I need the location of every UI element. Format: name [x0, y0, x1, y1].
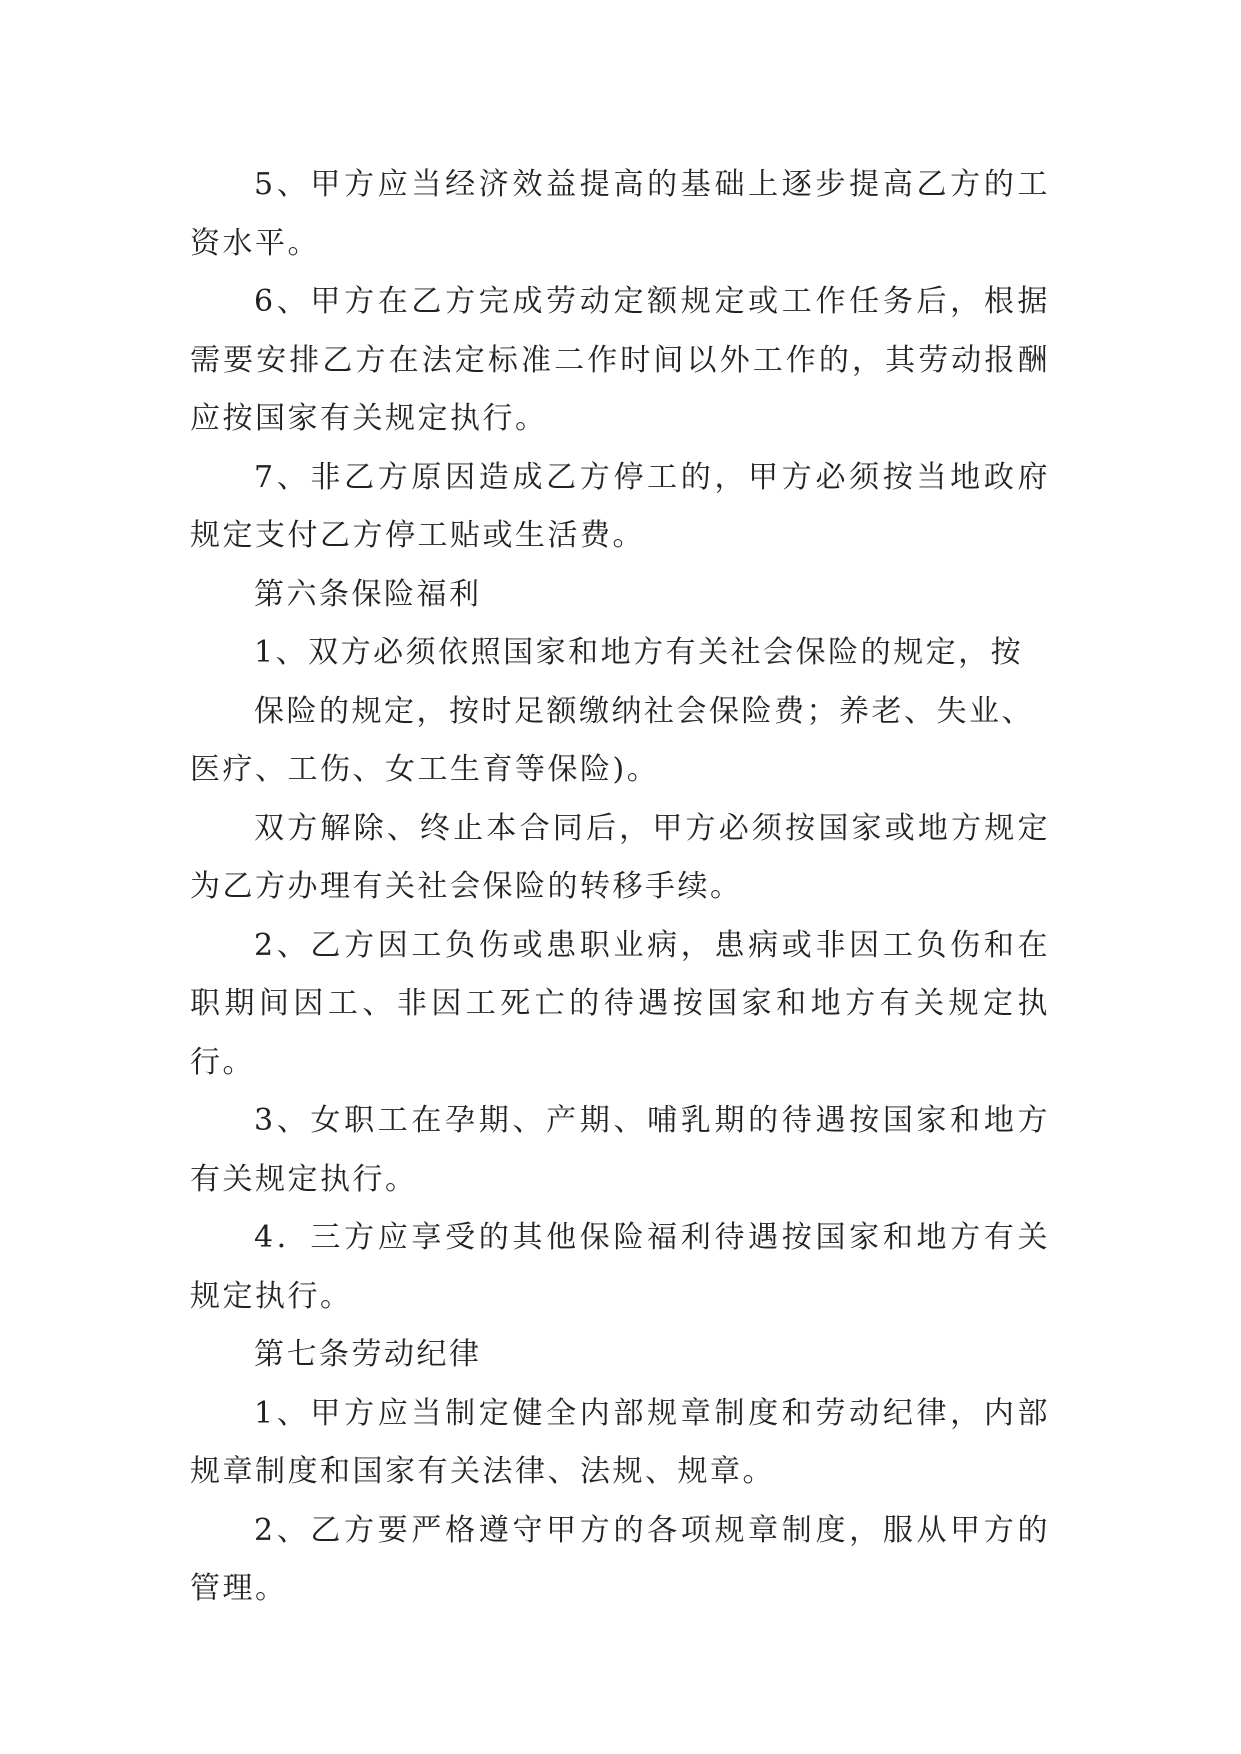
paragraph-insurance-1-continued: 保险的规定，按时足额缴纳社会保险费；养老、失业、	[254, 693, 1034, 729]
paragraph-discipline-2: 2、乙方要严格遵守甲方的各项规章制度，服从甲方的管理。	[190, 1512, 1050, 1606]
paragraph-insurance-1-end: 医疗、工伤、女工生育等保险)。	[190, 752, 660, 787]
paragraph-insurance-1: 1、双方必须依照国家和地方有关社会保险的规定，按	[254, 635, 1024, 670]
paragraph-item-7: 7、非乙方原因造成乙方停工的，甲方必须按当地政府规定支付乙方停工贴或生活费。	[190, 459, 1050, 553]
paragraph-insurance-2: 2、乙方因工负伤或患职业病，患病或非因工负伤和在职期间因工、非因工死亡的待遇按国家和地方有关规定执行。	[190, 927, 1050, 1080]
section-heading-article-6: 第六条保险福利	[254, 576, 482, 612]
paragraph-item-6: 6、甲方在乙方完成劳动定额规定或工作任务后，根据需要安排乙方在法定标准二作时间以外工作的，其劳动报酬应按国家有关规定执行。	[190, 284, 1050, 436]
paragraph-item-5: 5、甲方应当经济效益提高的基础上逐步提高乙方的工资水平。	[190, 167, 1050, 261]
paragraph-discipline-1: 1、甲方应当制定健全内部规章制度和劳动纪律，内部规章制度和国家有关法律、法规、规章。	[190, 1395, 1050, 1489]
paragraph-insurance-3: 3、女职工在孕期、产期、哺乳期的待遇按国家和地方有关规定执行。	[190, 1103, 1050, 1197]
paragraph-insurance-4: 4．三方应享受的其他保险福利待遇按国家和地方有关规定执行。	[190, 1220, 1050, 1314]
paragraph-contract-termination: 双方解除、终止本合同后，甲方必须按国家或地方规定为乙方办理有关社会保险的转移手续。	[190, 810, 1050, 904]
document-body	[190, 156, 1050, 1619]
section-heading-article-7: 第七条劳动纪律	[254, 1337, 482, 1372]
